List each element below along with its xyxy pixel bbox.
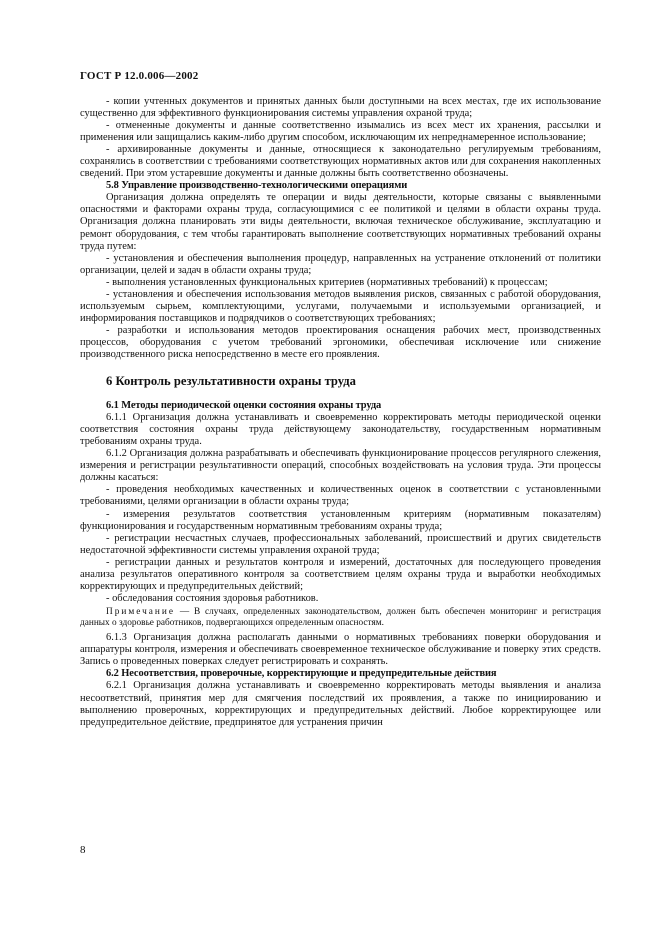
list-item: - отмененные документы и данные соответственно изымались из всех мест их хранения, рассылки и применения или защищались каким-либо другим способом, исключающим их непреднамеренное использование; bbox=[80, 120, 601, 144]
list-item: - разработки и использования методов проектирования оснащения рабочих мест, производственных процессов, оборудования с учетом требований эргономики, обеспечивая исключение или снижение производственного риска непосредственно в месте его проявления. bbox=[80, 324, 601, 360]
subsection-heading-6-2: 6.2 Несоответствия, проверочные, корректирующие и предупредительные действия bbox=[106, 668, 497, 680]
list-item: - регистрации несчастных случаев, профессиональных заболеваний, происшествий и других свидетельств недостаточной эффективности системы управления охраной труда; bbox=[80, 532, 601, 556]
paragraph: 6.1.2 Организация должна разрабатывать и обеспечивать функционирование процессов регулярного слежения, измерения и регистрации результативности операций, способных воздействовать на условия труда. Эти процессы должны касаться: bbox=[80, 448, 601, 484]
paragraph: 6.2.1 Организация должна устанавливать и своевременно корректировать методы выявления и анализа несоответствий, принятия мер для смягчения последствий их проявления, а также по инициированию и выполнению проверочных, корректирующих и предупредительных действий. Любое корректирующее или предупредительное действие, предпринятое для устранения причин bbox=[80, 680, 601, 728]
paragraph: 6.1.3 Организация должна располагать данными о нормативных требованиях поверки оборудования и аппаратуры контроля, измерения и обеспечивать своевременное техническое обслуживание и поверку этих средств. Запись о проведенных поверках следует регистрировать и сохранять. bbox=[80, 632, 601, 668]
list-item: - архивированные документы и данные, относящиеся к законодательно регулируемым требованиям, сохранялись в соответствии с требованиями соответствующих нормативных актов или для сохранения накопленных сведений. При этом устаревшие документы и данные должны быть соответственно обозначены. bbox=[80, 144, 601, 180]
list-item: - установления и обеспечения выполнения процедур, направленных на устранение отклонений от политики организации, целей и задач в области охраны труда; bbox=[80, 252, 601, 276]
list-item: - проведения необходимых качественных и количественных оценок в соответствии с установленными требованиями, целями организации в области охраны труда; bbox=[80, 484, 601, 508]
document-code-header: ГОСТ Р 12.0.006—2002 bbox=[80, 70, 199, 82]
page-number: 8 bbox=[80, 844, 86, 856]
list-item: - копии учтенных документов и принятых данных были доступными на всех местах, где их использование существенно для эффективного функционирования системы управления охраной труда; bbox=[80, 96, 601, 120]
list-item: - обследования состояния здоровья работников. bbox=[106, 592, 319, 604]
paragraph: Организация должна определять те операции и виды деятельности, которые связаны с выявленными опасностями и факторами охраны труда, согласующимися с ее политикой и целями в области охраны труда. Организация должна планировать эти виды деятельности, включая техническое обслуживание, эксплуатацию и ремонт оборудования, с тем чтобы гарантировать выполнение соответствующих нормативных требований охраны труда путем: bbox=[80, 192, 601, 252]
note bbox=[80, 607, 601, 629]
section-heading-6: 6 Контроль результативности охраны труда bbox=[106, 374, 356, 389]
subsection-heading-5-8: 5.8 Управление производственно-технологическими операциями bbox=[106, 180, 408, 192]
note-label: Примечание bbox=[106, 606, 175, 617]
document-body bbox=[80, 96, 601, 729]
list-item: - установления и обеспечения использования методов выявления рисков, связанных с работой оборудования, используемым сырьем, комплектующими, услугами, получаемыми и используемыми организацией, и информирования поставщиков и подрядчиков о соответствующих требованиях; bbox=[80, 288, 601, 324]
subsection-heading-6-1: 6.1 Методы периодической оценки состояния охраны труда bbox=[106, 400, 382, 412]
list-item: - выполнения установленных функциональных критериев (нормативных требований) к процессам; bbox=[106, 276, 548, 288]
paragraph: 6.1.1 Организация должна устанавливать и своевременно корректировать методы периодической оценки соответствия состояния охраны труда действующему законодательству, государственным нормативным требованиям охраны труда. bbox=[80, 412, 601, 448]
list-item: - измерения результатов соответствия установленным критериям (нормативным показателям) функционирования и государственным нормативным требованиям охраны труда; bbox=[80, 508, 601, 532]
note-text: — В случаях, определенных законодательством, должен быть обеспечен мониторинг и регистрация данных о здоровье работников, подвергающихся определенным опасностям. bbox=[80, 606, 601, 629]
list-item: - регистрации данных и результатов контроля и измерений, достаточных для последующего проведения анализа результатов оперативного контроля за соответствием целям охраны труда и выработки необходимых корректирующих и предупредительных действий; bbox=[80, 556, 601, 592]
